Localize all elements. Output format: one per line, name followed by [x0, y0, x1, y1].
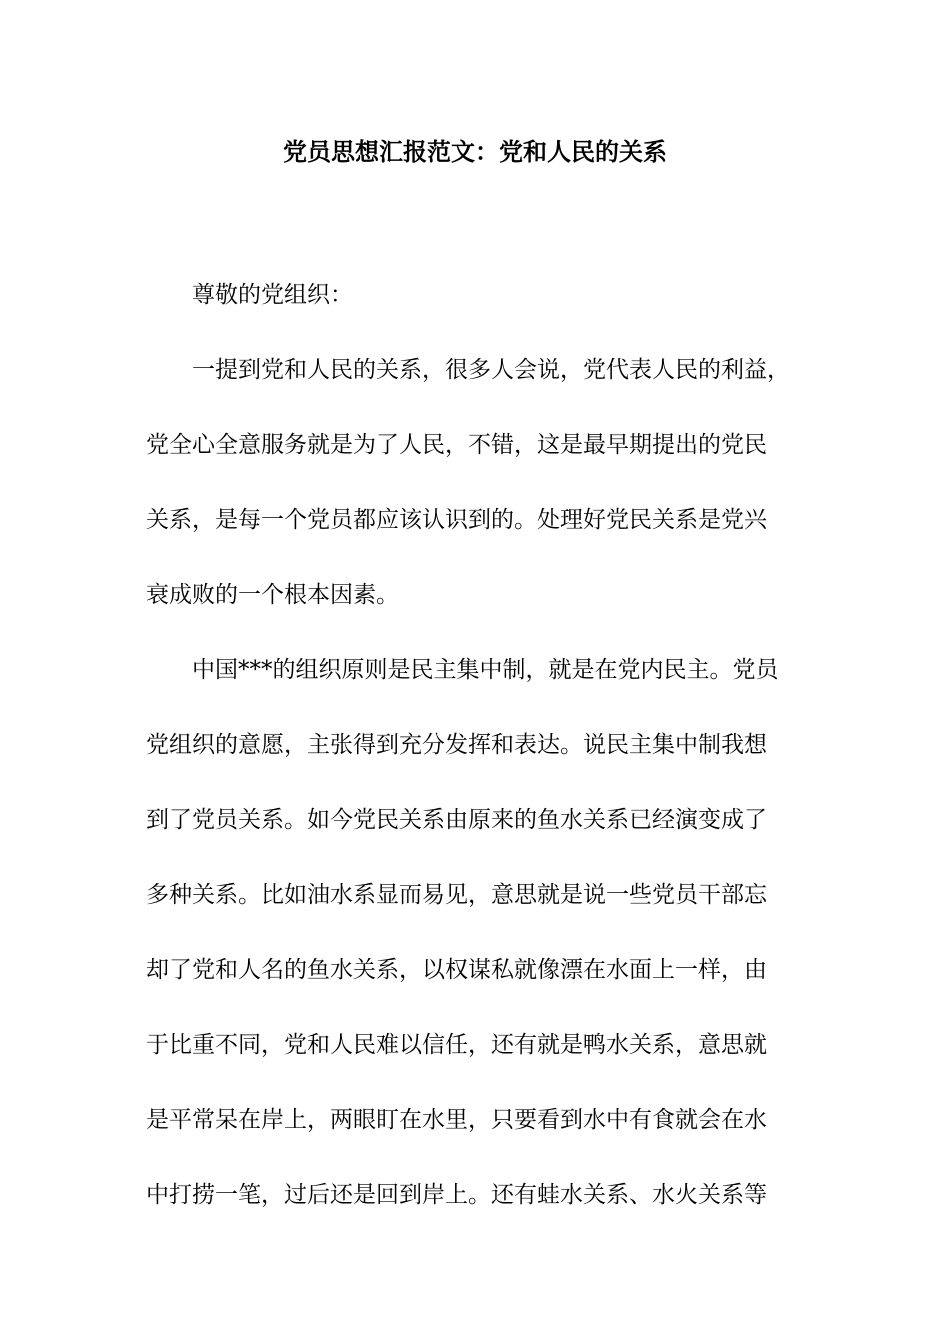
document-title: 党员思想汇报范文：党和人民的关系	[283, 137, 667, 166]
paragraph-line: 衰成败的一个根本因素。	[146, 582, 399, 608]
paragraph-line: 到了党员关系。如今党民关系由原来的鱼水关系已经演变成了	[146, 807, 767, 833]
paragraph-line: 关系，是每一个党员都应该认识到的。处理好党民关系是党兴	[146, 507, 767, 533]
paragraph-2	[146, 633, 810, 1233]
paragraph-line: 党全心全意服务就是为了人民，不错，这是最早期提出的党民	[146, 432, 767, 458]
paragraph-line: 中国***的组织原则是民主集中制，就是在党内民主。党员	[192, 657, 779, 683]
document-body	[146, 258, 810, 1233]
paragraph-line: 却了党和人名的鱼水关系，以权谋私就像漂在水面上一样，由	[146, 957, 767, 983]
paragraph-line: 中打捞一笔，过后还是回到岸上。还有蛙水关系、水火关系等	[146, 1182, 767, 1208]
paragraph-line: 一提到党和人民的关系，很多人会说，党代表人民的利益，	[192, 357, 790, 383]
paragraph-1	[146, 333, 810, 633]
salutation: 尊敬的党组织：	[192, 282, 353, 308]
paragraph-line: 多种关系。比如油水系显而易见，意思就是说一些党员干部忘	[146, 882, 767, 908]
paragraph-line: 党组织的意愿，主张得到充分发挥和表达。说民主集中制我想	[146, 732, 767, 758]
paragraph-line: 于比重不同，党和人民难以信任，还有就是鸭水关系，意思就	[146, 1032, 767, 1058]
paragraph-line: 是平常呆在岸上，两眼盯在水里，只要看到水中有食就会在水	[146, 1107, 767, 1133]
